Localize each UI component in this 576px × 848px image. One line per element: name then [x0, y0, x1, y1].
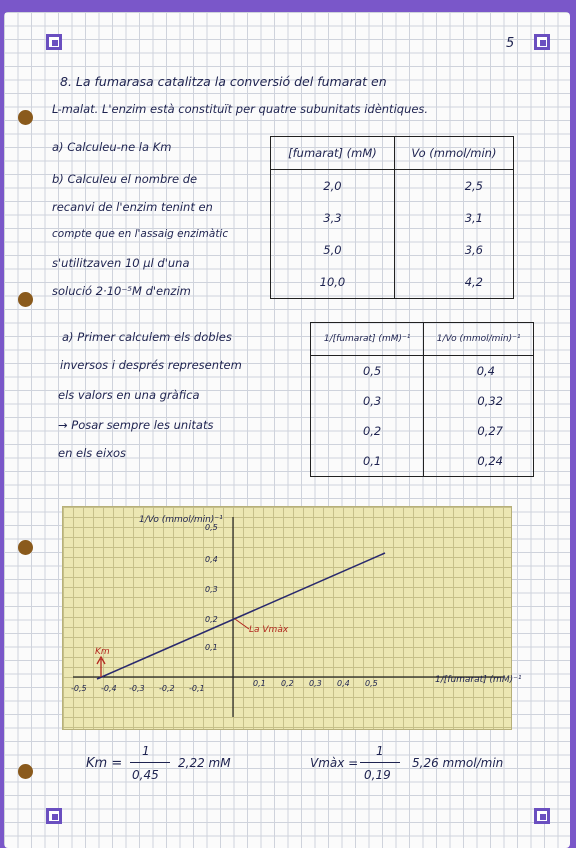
vmax-pointer — [235, 619, 249, 629]
vmax-label: La Vmàx — [249, 625, 289, 635]
x-tick: 0,1 — [253, 679, 266, 688]
y-tick: 0,4 — [205, 555, 218, 564]
solution-line: a) Primer calculem els dobles — [62, 330, 232, 344]
binder-hole — [18, 540, 33, 555]
table-row — [271, 234, 514, 266]
x-axis-label: 1/[fumarat] (mM)⁻¹ — [435, 675, 522, 685]
table-cell: 2,5 — [394, 170, 513, 203]
binder-hole — [18, 110, 33, 125]
x-tick: 0,3 — [309, 679, 322, 688]
vmax-denominator: 0,19 — [364, 768, 391, 782]
table-cell: 0,27 — [424, 416, 534, 446]
regression-line — [97, 553, 385, 679]
table-row — [311, 356, 534, 387]
y-tick: 0,5 — [205, 523, 218, 532]
table-cell: 0,32 — [424, 386, 534, 416]
km-numerator: 1 — [142, 744, 150, 758]
solution-line: els valors en una gràfica — [58, 388, 200, 402]
y-tick: 0,3 — [205, 585, 218, 594]
corner-marker-icon — [46, 808, 62, 824]
table-cell: 0,3 — [311, 386, 424, 416]
corner-marker-icon — [534, 808, 550, 824]
substrate-velocity-table — [270, 136, 514, 299]
table-row — [271, 170, 514, 203]
x-tick: -0,3 — [129, 684, 145, 693]
y-tick: 0,2 — [205, 615, 218, 624]
solution-line: inversos i després representem — [60, 358, 242, 372]
problem-line-2: L-malat. L'enzim està constituït per quatre subunitats idèntiques. — [52, 102, 429, 116]
km-prefix: Km = — [86, 756, 123, 771]
table-header: [fumarat] (mM) — [271, 137, 395, 170]
x-tick: 0,2 — [281, 679, 294, 688]
part-b-line: s'utilitzaven 10 µl d'una — [52, 256, 190, 270]
corner-marker-icon — [46, 34, 62, 50]
table-cell: 5,0 — [271, 234, 395, 266]
km-value: 2,22 mM — [178, 756, 231, 770]
table-cell: 2,0 — [271, 170, 395, 203]
fraction-bar — [130, 762, 170, 763]
table-cell: 0,5 — [311, 356, 424, 387]
x-tick: 0,5 — [365, 679, 378, 688]
double-reciprocal-table — [310, 322, 534, 477]
lineweaver-burk-graph — [62, 506, 522, 730]
table-cell: 0,2 — [311, 416, 424, 446]
vmax-value: 5,26 mmol/min — [412, 756, 504, 770]
table-cell: 4,2 — [394, 266, 513, 299]
table-cell: 0,1 — [311, 446, 424, 477]
x-tick: -0,4 — [101, 684, 117, 693]
page-number: 5 — [506, 36, 515, 51]
part-b-line: b) Calculeu el nombre de — [52, 172, 198, 186]
table-header: 1/Vo (mmol/min)⁻¹ — [424, 323, 534, 356]
table-row — [271, 266, 514, 299]
vmax-numerator: 1 — [376, 744, 384, 758]
table-row — [311, 416, 534, 446]
table-row — [271, 202, 514, 234]
problem-line-1: 8. La fumarasa catalitza la conversió del fumarat en — [60, 74, 387, 89]
table-cell: 10,0 — [271, 266, 395, 299]
part-b-line: solució 2·10⁻⁵M d'enzim — [52, 284, 191, 298]
x-tick: -0,5 — [71, 684, 87, 693]
table-cell: 3,6 — [394, 234, 513, 266]
y-tick: 0,1 — [205, 643, 218, 652]
part-a: a) Calculeu-ne la Km — [52, 140, 172, 154]
binder-hole — [18, 292, 33, 307]
table-header: Vo (mmol/min) — [394, 137, 513, 170]
km-denominator: 0,45 — [132, 768, 159, 782]
graph-svg — [63, 507, 511, 729]
table-cell: 0,4 — [424, 356, 534, 387]
x-tick: 0,4 — [337, 679, 350, 688]
vmax-prefix: Vmàx = — [310, 756, 359, 770]
corner-marker-icon — [534, 34, 550, 50]
table-row — [311, 446, 534, 477]
y-axis-label: 1/Vo (mmol/min)⁻¹ — [139, 515, 223, 525]
fraction-bar — [360, 762, 400, 763]
table-cell: 3,3 — [271, 202, 395, 234]
km-label: Km — [95, 647, 110, 657]
table-cell: 0,24 — [424, 446, 534, 477]
solution-line: en els eixos — [58, 446, 127, 460]
solution-line: → Posar sempre les unitats — [58, 418, 214, 432]
notebook-page — [4, 12, 570, 848]
table-cell: 3,1 — [394, 202, 513, 234]
x-tick: -0,2 — [159, 684, 175, 693]
x-tick: -0,1 — [189, 684, 205, 693]
part-b-line: compte que en l'assaig enzimàtic — [52, 228, 229, 240]
table-header: 1/[fumarat] (mM)⁻¹ — [311, 323, 424, 356]
binder-hole — [18, 764, 33, 779]
part-b-line: recanvi de l'enzim tenint en — [52, 200, 213, 214]
table-row — [311, 386, 534, 416]
